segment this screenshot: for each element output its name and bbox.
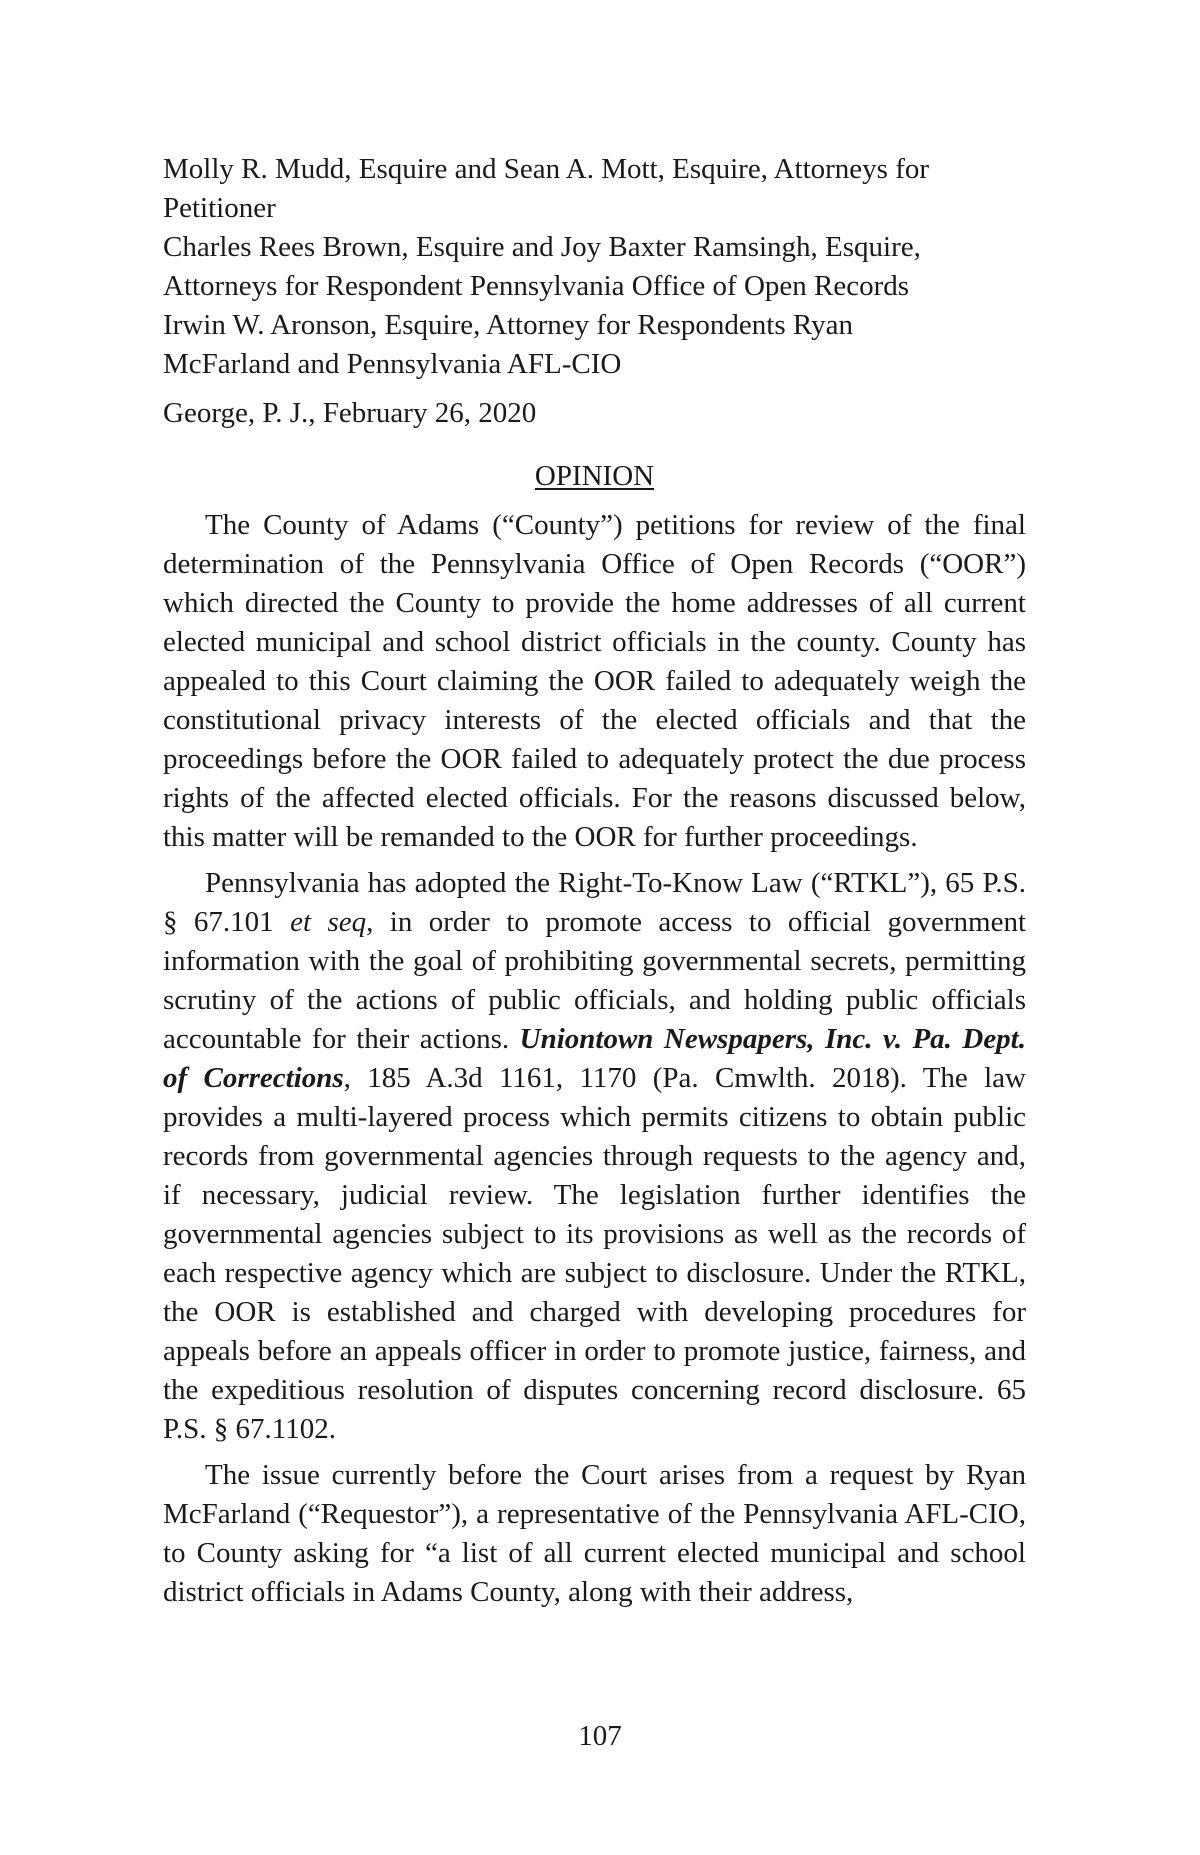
counsel-requestor-line1: Irwin W. Aronson, Esquire, Attorney for Respondents Ryan: [163, 309, 853, 341]
counsel-petitioner-line1: Molly R. Mudd, Esquire and Sean A. Mott, Esquire, Attorneys for: [163, 153, 930, 185]
counsel-oor-line2: Attorneys for Respondent Pennsylvania Office of Open Records: [163, 270, 910, 302]
counsel-petitioner-line2: Petitioner: [163, 192, 276, 224]
counsel-block: [163, 150, 1026, 384]
paragraph-2-part-a: Pennsylvania has adopted the Right-To-Know Law (“RTKL”), 65 P.S. § 67.101: [163, 867, 1026, 938]
opinion-heading: OPINION: [534, 460, 655, 492]
et-seq-italic: et seq: [290, 906, 367, 938]
paragraph-1: The County of Adams (“County”) petitions for review of the final determination of the Pennsylvania Office of Open Records (“OOR”) which directed the County to provide the home addresses of all current elected municipal and school district officials in the county. County has appealed to this Court claiming the OOR failed to adequately weigh the constitutional privacy interests of the elected officials and that the proceedings before the OOR failed to adequately protect the due process rights of the affected elected officials. For the reasons discussed below, this matter will be remanded to the OOR for further proceedings.: [163, 509, 1026, 853]
counsel-requestor-line2: McFarland and Pennsylvania AFL-CIO: [163, 348, 622, 380]
judge-date-line: George, P. J., February 26, 2020: [163, 397, 537, 429]
document-page: [163, 150, 1026, 1619]
paragraph-2: [163, 864, 1026, 1449]
paragraph-2-part-b: , in order to promote access to official government information with the goal of prohibiting governmental secrets, permitting scrutiny of the actions of public officials, and holding public officials accountable for their actions.: [163, 906, 1027, 1055]
case-citation: Uniontown Newspapers, Inc. v. Pa. Dept. of Corrections: [163, 1023, 1026, 1094]
paragraph-3: The issue currently before the Court arises from a request by Ryan McFarland (“Requestor”), a representative of the Pennsylvania AFL-CIO, to County asking for “a list of all current elected municipal and school district officials in Adams County, along with their address,: [163, 1459, 1026, 1608]
page-number: 107: [578, 1720, 622, 1752]
paragraph-2-part-c: , 185 A.3d 1161, 1170 (Pa. Cmwlth. 2018). The law provides a multi-layered process which permits citizens to obtain public records from governmental agencies through requests to the agency and, if necessary, judicial review. The legislation further identifies the governmental agencies subject to its provisions as well as the records of each respective agency which are subject to disclosure. Under the RTKL, the OOR is established and charged with developing procedures for appeals before an appeals officer in order to promote justice, fairness, and the expeditious resolution of disputes concerning record disclosure. 65 P.S. § 67.1102.: [163, 1062, 1026, 1445]
counsel-oor-line1: Charles Rees Brown, Esquire and Joy Baxter Ramsingh, Esquire,: [163, 231, 921, 263]
